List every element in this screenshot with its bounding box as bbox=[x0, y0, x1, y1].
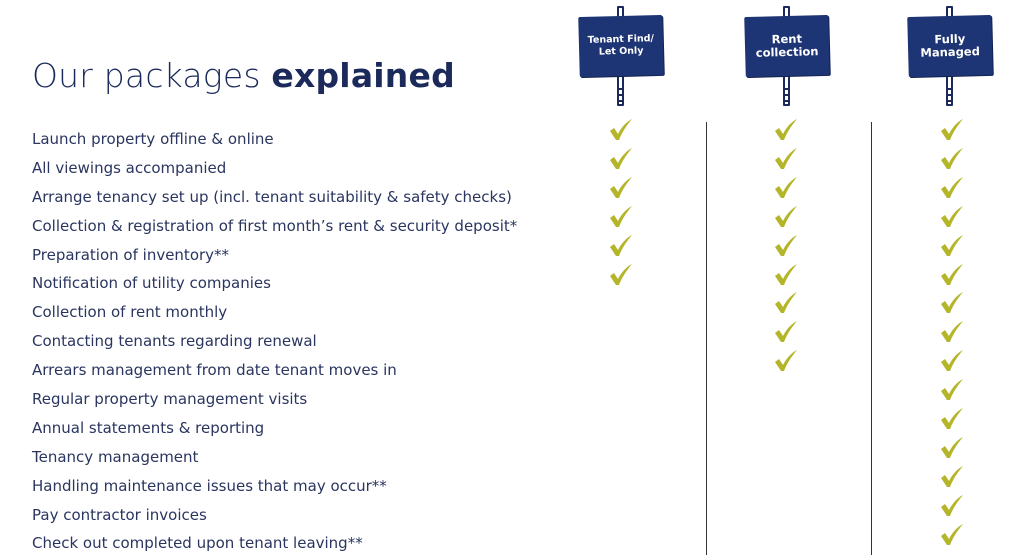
check-icon bbox=[608, 234, 634, 258]
sign-board bbox=[744, 15, 830, 77]
sign-board bbox=[907, 15, 993, 77]
check-icon bbox=[773, 234, 799, 258]
check-icon bbox=[939, 234, 965, 258]
check-icon bbox=[773, 263, 799, 287]
column-divider bbox=[706, 122, 707, 555]
package-label: Tenant Find/ Let Only bbox=[587, 33, 655, 58]
title-bold: explained bbox=[271, 56, 455, 96]
sign-board bbox=[578, 15, 664, 77]
check-icon bbox=[773, 147, 799, 171]
check-icon bbox=[939, 291, 965, 315]
check-icon bbox=[773, 349, 799, 373]
check-icon bbox=[939, 118, 965, 142]
package-label: Rent collection bbox=[755, 31, 819, 60]
feature-item: Notification of utility companies bbox=[32, 274, 271, 293]
feature-item: All viewings accompanied bbox=[32, 158, 227, 177]
check-icon bbox=[773, 118, 799, 142]
feature-item: Handling maintenance issues that may occur** bbox=[32, 476, 387, 495]
feature-item: Collection & registration of first month’s rent & security deposit* bbox=[32, 216, 518, 235]
check-icon bbox=[939, 523, 965, 547]
feature-item: Contacting tenants regarding renewal bbox=[32, 332, 317, 351]
check-icon bbox=[773, 205, 799, 229]
check-icon bbox=[939, 407, 965, 431]
feature-item: Launch property offline & online bbox=[32, 130, 274, 148]
check-icon bbox=[608, 118, 634, 142]
check-icon bbox=[939, 176, 965, 200]
check-icon bbox=[608, 263, 634, 287]
check-icon bbox=[939, 378, 965, 402]
check-icon bbox=[773, 320, 799, 344]
check-icon bbox=[939, 349, 965, 373]
check-icon bbox=[939, 320, 965, 344]
feature-item: Check out completed upon tenant leaving** bbox=[32, 534, 363, 553]
package-sign-rent-collection bbox=[743, 6, 829, 106]
check-icon bbox=[608, 147, 634, 171]
check-icon bbox=[608, 205, 634, 229]
check-icon bbox=[939, 263, 965, 287]
check-icon bbox=[608, 176, 634, 200]
column-divider bbox=[871, 122, 872, 555]
check-icon bbox=[939, 465, 965, 489]
feature-list bbox=[32, 125, 517, 558]
feature-item: Pay contractor invoices bbox=[32, 505, 207, 524]
feature-item: Preparation of inventory** bbox=[32, 245, 230, 264]
feature-item: Tenancy management bbox=[32, 447, 199, 466]
check-icon bbox=[773, 176, 799, 200]
check-icon bbox=[939, 147, 965, 171]
check-icon bbox=[773, 291, 799, 315]
check-icon bbox=[939, 494, 965, 518]
feature-item: Annual statements & reporting bbox=[32, 418, 265, 437]
package-label: Fully Managed bbox=[920, 31, 981, 60]
feature-item: Collection of rent monthly bbox=[32, 303, 228, 322]
check-icon bbox=[939, 205, 965, 229]
feature-item: Arrange tenancy set up (incl. tenant suitability & safety checks) bbox=[32, 187, 512, 206]
check-icon bbox=[939, 436, 965, 460]
page-title bbox=[32, 56, 455, 95]
feature-item: Regular property management visits bbox=[32, 390, 308, 409]
feature-item: Arrears management from date tenant moves in bbox=[32, 361, 397, 380]
title-regular: Our packages bbox=[32, 56, 261, 96]
package-sign-fully-managed bbox=[906, 6, 992, 106]
package-sign-tenant-find bbox=[577, 6, 663, 106]
